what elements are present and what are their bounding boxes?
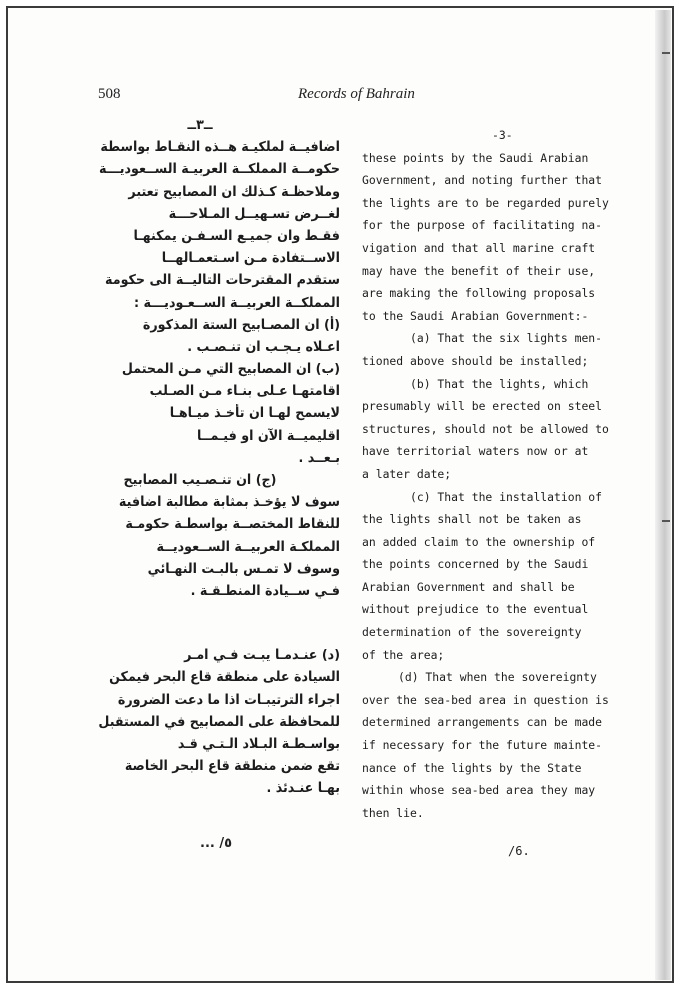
arabic-line: المملكـة العربيــة الســعوديــة bbox=[156, 538, 340, 555]
arabic-line: لايسمح لهـا ان تأخـذ ميـاهـا bbox=[169, 405, 340, 422]
english-line: these points by the Saudi Arabian bbox=[362, 150, 589, 165]
english-line: then lie. bbox=[362, 805, 424, 820]
english-line: nance of the lights by the State bbox=[362, 760, 582, 775]
page-number: 508 bbox=[98, 86, 121, 102]
arabic-line: (أ) ان المصـابيح الستة المذكورة bbox=[142, 316, 340, 333]
english-line: are making the following proposals bbox=[362, 286, 596, 301]
english-line: the lights shall not be taken as bbox=[362, 512, 582, 527]
english-line: vigation and that all marine craft bbox=[362, 240, 596, 255]
arabic-line: فـي ســيادة المنطـقـة . bbox=[190, 582, 340, 599]
english-line: may have the benefit of their use, bbox=[362, 263, 596, 278]
arabic-line: تقع ضمن منطقة قاع البحر الخاصة bbox=[124, 758, 340, 775]
english-line: (d) That when the sovereignty bbox=[398, 670, 597, 685]
page-edge-mark bbox=[662, 52, 670, 54]
arabic-line: وملاحظـة كـذلك ان المصابيح تعتبر bbox=[128, 183, 340, 200]
arabic-line: سوف لا يؤخـذ بمثابة مطالبة اضافية bbox=[118, 494, 340, 511]
arabic-page-heading: ــ٣ــ bbox=[187, 117, 213, 133]
english-line: within whose sea-bed area they may bbox=[362, 783, 596, 798]
english-line: determination of the sovereignty bbox=[362, 625, 582, 640]
arabic-line: اضافيــة لملكيـة هــذه النقـاط بواسطة bbox=[100, 139, 340, 156]
arabic-paragraph-c bbox=[60, 644, 340, 799]
arabic-line: لغــرض تسـهيــل المـلاحـــة bbox=[168, 205, 340, 222]
arabic-line: المملكــة العربيــة الســعـوديـــة : bbox=[133, 294, 340, 311]
arabic-line: (د) عنـدمـا يبـت فـي امـر bbox=[184, 647, 340, 664]
arabic-line: (ج) ان تنـصـيب المصابيح bbox=[123, 472, 277, 488]
english-line: for the purpose of facilitating na- bbox=[362, 218, 603, 233]
arabic-column bbox=[60, 114, 340, 799]
english-line: Government, and noting further that bbox=[362, 173, 603, 188]
english-page-heading: -3- bbox=[492, 128, 513, 142]
english-line: the points concerned by the Saudi bbox=[362, 557, 589, 572]
arabic-line: حكومــة المملكــة العربيـة الســعوديـــة bbox=[99, 161, 340, 178]
english-line: the lights are to be regarded purely bbox=[362, 195, 609, 210]
page-edge-mark bbox=[662, 520, 670, 522]
arabic-paragraph-b bbox=[60, 469, 340, 602]
english-line: presumably will be erected on steel bbox=[362, 399, 603, 414]
arabic-line: للمحافظة على المصابيح في المستقبل bbox=[98, 713, 340, 730]
arabic-spacer bbox=[60, 602, 340, 644]
page-edge-shadow bbox=[655, 10, 671, 980]
english-line: to the Saudi Arabian Government:- bbox=[362, 308, 589, 323]
english-line: if necessary for the future mainte- bbox=[362, 738, 603, 753]
arabic-line: بواسـطـة البـلاد الـتـي قـد bbox=[177, 735, 340, 752]
arabic-paragraph-a bbox=[60, 136, 340, 469]
next-page-reference: /6. bbox=[508, 844, 530, 858]
english-line: without prejudice to the eventual bbox=[362, 602, 589, 617]
arabic-line: اقليميــة الآن او فيـمــا bbox=[197, 427, 340, 444]
arabic-line: اقامتهـا عـلى بنـاء مـن الصـلب bbox=[149, 383, 340, 400]
english-line: a later date; bbox=[362, 466, 452, 481]
english-line: structures, should not be allowed to bbox=[362, 421, 609, 436]
english-line: tioned above should be installed; bbox=[362, 353, 589, 368]
english-line: (c) That the installation of bbox=[410, 489, 603, 504]
english-line: determined arrangements can be made bbox=[362, 715, 603, 730]
arabic-line: الاســتفادة مـن اسـتعمـالهــا bbox=[161, 250, 340, 267]
english-line: an added claim to the ownership of bbox=[362, 534, 596, 549]
arabic-line: بـعــد . bbox=[298, 449, 340, 466]
english-line: Arabian Government and shall be bbox=[362, 579, 575, 594]
arabic-line: للنقاط المختصــة بواسطـة حكومـة bbox=[125, 516, 340, 533]
english-line: over the sea-bed area in question is bbox=[362, 692, 609, 707]
running-title: Records of Bahrain bbox=[298, 86, 415, 102]
english-line: (b) That the lights, which bbox=[410, 376, 589, 391]
english-column bbox=[362, 124, 634, 824]
english-line: of the area; bbox=[362, 647, 445, 662]
arabic-line: ستقدم المقترحات التاليــة الى حكومة bbox=[105, 272, 340, 289]
arabic-line: وسوف لا تمـس بالبـت النهـائي bbox=[147, 560, 340, 577]
arabic-line: بهـا عنـدئذ . bbox=[266, 780, 340, 797]
arabic-line: اعـلاه يـجـب ان تنـصـب . bbox=[187, 338, 340, 355]
arabic-line: (ب) ان المصابيح التي مـن المحتمل bbox=[121, 361, 340, 378]
arabic-line: فقـط وان جميـع السـفـن يمكنهـا bbox=[133, 227, 340, 244]
arabic-page-continuation: ٥/ ... bbox=[200, 836, 233, 851]
arabic-line: اجراء الترتيبـات اذا ما دعت الضرورة bbox=[117, 691, 340, 708]
english-line: (a) That the six lights men- bbox=[410, 331, 603, 346]
arabic-line: السيادة على منطقة قاع البحر فيمكن bbox=[109, 669, 340, 686]
english-line: have territorial waters now or at bbox=[362, 444, 589, 459]
